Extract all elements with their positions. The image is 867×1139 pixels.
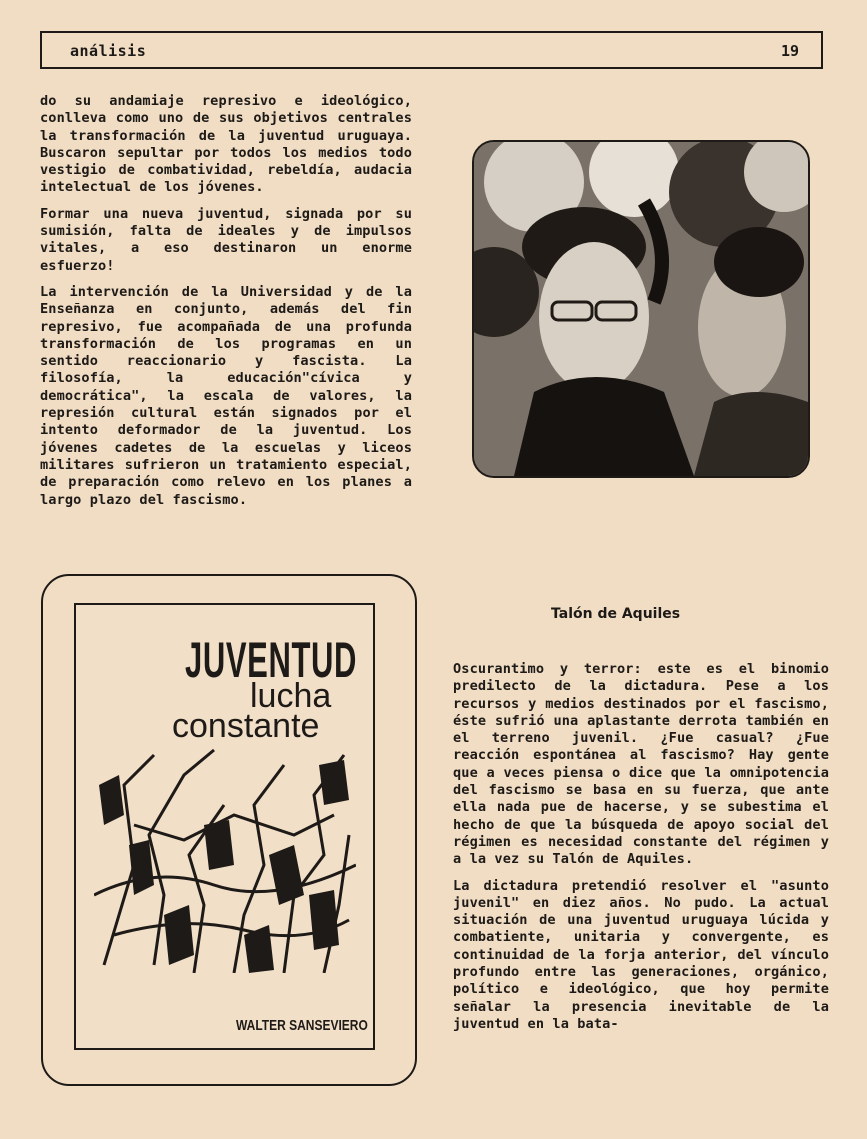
book-title: JUVENTUD [185, 632, 358, 688]
book-illustration [94, 745, 356, 973]
left-column [40, 93, 412, 518]
paragraph: Formar una nueva juventud, signada por su sumisión, falta de ideales y de impulsos vitales, a eso destinaron un enorme esfuerzo! [40, 205, 412, 274]
paragraph: La dictadura pretendió resolver el "asunto juvenil" en diez años. No pudo. La actual situación de una juventud uruguaya lúcida y combatiente, unitaria y convergente, es continuidad de la forja anterior, del vínculo profundo entre las generaciones, orgánico, político e ideológico, que hoy permite señalar la presencia inevitable de la juventud en la bata- [453, 877, 829, 1032]
paragraph: La intervención de la Universidad y de la Enseñanza en conjunto, además del fin represivo, fue acompañada de una profunda transformación de los programas en un sentido reaccionario y fascista. La filosofía, la educación"cívica y democrática", la escala de valores, la represión cultural están signados por el intento deformador de la juventud. Los jóvenes cadetes de la escuelas y liceos militares sufrieron un tratamiento especial, de preparación como relevo en los planes a largo plazo del fascismo. [40, 283, 412, 508]
book-title-line3: constante [172, 707, 320, 745]
paragraph: Oscurantimo y terror: este es el binomio predilecto de la dictadura. Pese a los recursos y medios destinados por el fascismo, éste sufrió una aplastante derrota también en el terreno juvenil. ¿Fue casual? ¿Fue reacción espontánea al fascismo? Hay gente que a veces piensa o dice que la omnipotencia del fascismo se basa en su fuerza, que ante ella nada pue de hacerse, y se subestima el hecho de que la búsqueda de apoyo social del régimen es necesidad constante del régimen y a la vez su Talón de Aquiles. [453, 661, 829, 868]
section-heading: Talón de Aquiles [551, 606, 681, 622]
paragraph: do su andamiaje represivo e ideológico, conlleva como uno de sus objetivos centrales la transformación de la juventud uruguaya. Buscaron sepultar por todos los medios todo vestigio de combatividad, rebeldía, audacia intelectual de los jóvenes. [40, 93, 412, 196]
page-header [40, 31, 823, 69]
section-title: análisis [70, 42, 147, 60]
right-column [453, 661, 829, 1042]
photo-young-men [472, 140, 810, 478]
book-title-line2: lucha [250, 677, 332, 715]
book-author: WALTER SANSEVIERO [236, 1017, 368, 1034]
book-cover [74, 603, 375, 1050]
photo-image [474, 142, 808, 476]
page-number: 19 [780, 42, 799, 60]
